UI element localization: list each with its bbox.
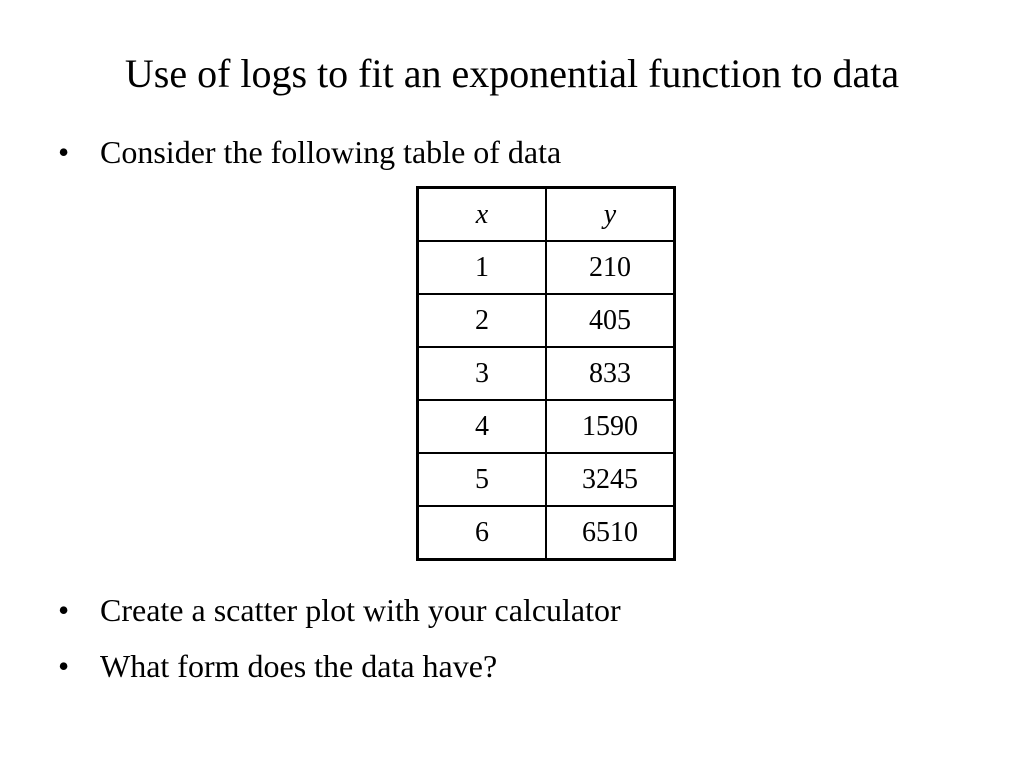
bullet-text: Consider the following table of data: [100, 134, 562, 170]
table-row: [418, 400, 675, 453]
table-cell-y: 1590: [546, 400, 675, 453]
table-cell-x: 3: [418, 347, 547, 400]
table-row: [418, 294, 675, 347]
bullet-text: What form does the data have?: [100, 648, 498, 684]
table-cell-y: 833: [546, 347, 675, 400]
bullet-consider-table: [58, 132, 561, 172]
column-header-y: y: [546, 188, 675, 242]
table-cell-x: 6: [418, 506, 547, 560]
table-row: [418, 241, 675, 294]
table-cell-x: 2: [418, 294, 547, 347]
bullet-data-form: [58, 646, 497, 686]
table-cell-x: 4: [418, 400, 547, 453]
table-row: [418, 506, 675, 560]
bullet-dot: •: [58, 134, 70, 170]
table-cell-y: 210: [546, 241, 675, 294]
table-cell-y: 3245: [546, 453, 675, 506]
table-header-row: [418, 188, 675, 242]
table-cell-x: 5: [418, 453, 547, 506]
table-cell-y: 6510: [546, 506, 675, 560]
slide-title: Use of logs to fit an exponential function to data: [124, 51, 900, 96]
bullet-dot: •: [58, 648, 70, 684]
table-row: [418, 347, 675, 400]
bullet-scatter-plot: [58, 590, 621, 630]
data-table: [416, 186, 676, 561]
bullet-dot: •: [58, 592, 70, 628]
table-cell-y: 405: [546, 294, 675, 347]
table-cell-x: 1: [418, 241, 547, 294]
column-header-x: x: [418, 188, 547, 242]
bullet-text: Create a scatter plot with your calculator: [100, 592, 621, 628]
table-row: [418, 453, 675, 506]
